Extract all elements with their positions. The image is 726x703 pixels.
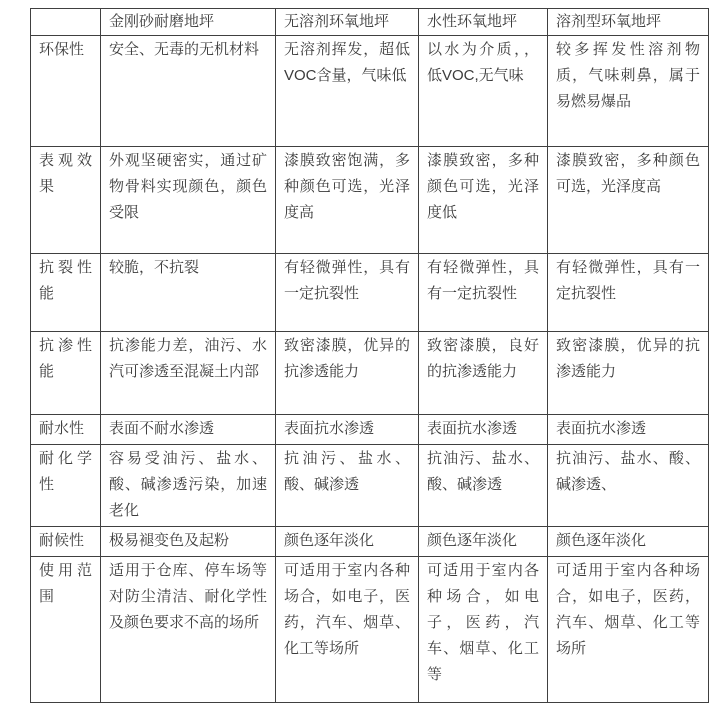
table-row	[31, 332, 709, 415]
table-cell: 致密漆膜，良好的抗渗透能力	[419, 332, 548, 415]
table-row	[31, 557, 709, 703]
row-label: 耐水性	[31, 415, 101, 445]
row-label: 表观效果	[31, 147, 101, 254]
table-cell: 抗油污、盐水、酸、碱渗透	[276, 445, 419, 527]
table-cell: 颜色逐年淡化	[276, 527, 419, 557]
row-label: 环保性	[31, 36, 101, 147]
table-cell: 可适用于室内各种场合，如电子，医药，汽车、烟草、化工等场所	[548, 557, 709, 703]
table-cell: 有轻微弹性，具有一定抗裂性	[419, 254, 548, 332]
table-row	[31, 36, 709, 147]
table-cell: 无溶剂挥发，超低VOC含量，气味低	[276, 36, 419, 147]
table-cell: 漆膜致密饱满，多种颜色可选，光泽度高	[276, 147, 419, 254]
table-row	[31, 147, 709, 254]
table-cell: 较脆，不抗裂	[101, 254, 276, 332]
column-header-shuixing: 水性环氧地坪	[419, 9, 548, 36]
table-cell: 致密漆膜，优异的抗渗透能力	[548, 332, 709, 415]
floor-comparison-table	[30, 8, 709, 703]
table-cell: 表面抗水渗透	[548, 415, 709, 445]
column-header-rongjixing: 溶剂型环氧地坪	[548, 9, 709, 36]
table-row	[31, 445, 709, 527]
column-header-wurongji: 无溶剂环氧地坪	[276, 9, 419, 36]
table-cell: 外观坚硬密实，通过矿物骨料实现颜色，颜色受限	[101, 147, 276, 254]
table-cell: 抗油污、盐水、酸、碱渗透、	[548, 445, 709, 527]
corner-cell	[31, 9, 101, 36]
table-cell: 以水为介质，，低VOC,无气味	[419, 36, 548, 147]
table-cell: 颜色逐年淡化	[548, 527, 709, 557]
column-header-jingangsha: 金刚砂耐磨地坪	[101, 9, 276, 36]
table-row	[31, 254, 709, 332]
table-cell: 较多挥发性溶剂物质，气味刺鼻，属于易燃易爆品	[548, 36, 709, 147]
row-label: 使用范围	[31, 557, 101, 703]
table-row	[31, 415, 709, 445]
table-cell: 抗渗能力差，油污、水汽可渗透至混凝土内部	[101, 332, 276, 415]
table-cell: 漆膜致密，多种颜色可选，光泽度高	[548, 147, 709, 254]
table-cell: 有轻微弹性，具有一定抗裂性	[276, 254, 419, 332]
table-cell: 可适用于室内各种场合，如电子，医药，汽车、烟草、化工等场所	[276, 557, 419, 703]
table-cell: 适用于仓库、停车场等对防尘清洁、耐化学性及颜色要求不高的场所	[101, 557, 276, 703]
row-label: 抗渗性能	[31, 332, 101, 415]
table-cell: 表面抗水渗透	[276, 415, 419, 445]
row-label: 耐化学性	[31, 445, 101, 527]
table-cell: 有轻微弹性，具有一定抗裂性	[548, 254, 709, 332]
floor-comparison-table-container	[30, 8, 709, 703]
row-label: 抗裂性能	[31, 254, 101, 332]
table-cell: 表面不耐水渗透	[101, 415, 276, 445]
row-label: 耐候性	[31, 527, 101, 557]
table-cell: 极易褪变色及起粉	[101, 527, 276, 557]
table-row	[31, 527, 709, 557]
table-cell: 漆膜致密，多种颜色可选，光泽度低	[419, 147, 548, 254]
table-cell: 抗油污、盐水、酸、碱渗透	[419, 445, 548, 527]
table-cell: 安全、无毒的无机材料	[101, 36, 276, 147]
table-cell: 表面抗水渗透	[419, 415, 548, 445]
table-cell: 可适用于室内各种场合，如电子，医药，汽车、烟草、化工等	[419, 557, 548, 703]
table-cell: 颜色逐年淡化	[419, 527, 548, 557]
table-cell: 容易受油污、盐水、酸、碱渗透污染，加速老化	[101, 445, 276, 527]
header-row	[31, 9, 709, 36]
table-cell: 致密漆膜，优异的抗渗透能力	[276, 332, 419, 415]
